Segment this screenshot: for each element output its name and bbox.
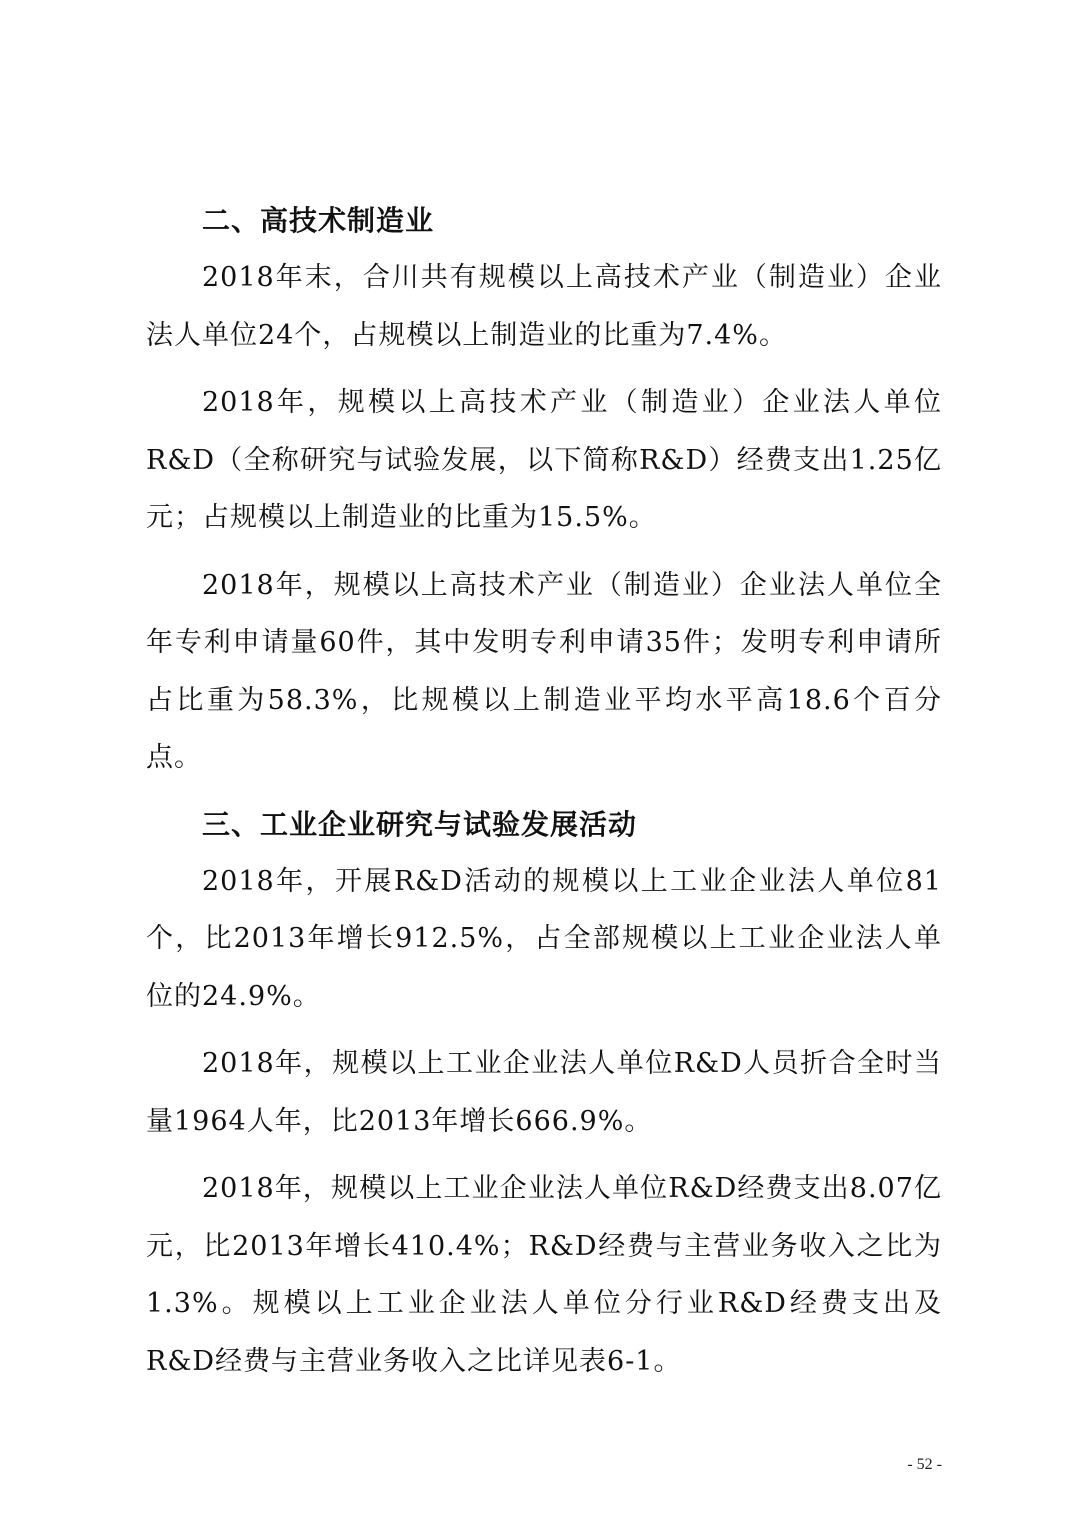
document-body [146, 193, 942, 1400]
paragraph-enterprise-count: 2018年末，合川共有规模以上高技术产业（制造业）企业法人单位24个，占规模以上制造业的比重为7.4%。 [146, 262, 942, 351]
paragraph-rd-expenditure: 2018年，规模以上高技术产业（制造业）企业法人单位R&D（全称研究与试验发展，以下简称R&D）经费支出1.25亿元；占规模以上制造业的比重为15.5%。 [146, 387, 942, 533]
paragraph-rd-enterprises: 2018年，开展R&D活动的规模以上工业企业法人单位81个，比2013年增长912.5%，占全部规模以上工业企业法人单位的24.9%。 [146, 865, 942, 1012]
paragraph-rd-funding: 2018年，规模以上工业企业法人单位R&D经费支出8.07亿元，比2013年增长410.4%；R&D经费与主营业务收入之比为1.3%。规模以上工业企业法人单位分行业R&D经费支出及R&D经费与主营业务收入之比详见表6-1。 [146, 1173, 942, 1377]
section-heading-industrial-rd: 三、工业企业研究与试验发展活动 [202, 807, 638, 841]
section-heading-high-tech-manufacturing: 二、高技术制造业 [202, 204, 435, 237]
paragraph-rd-personnel: 2018年，规模以上工业企业法人单位R&D人员折合全时当量1964人年，比2013年增长666.9%。 [146, 1048, 942, 1137]
paragraph-patent-applications: 2018年，规模以上高技术产业（制造业）企业法人单位全年专利申请量60件，其中发明专利申请35件；发明专利申请所占比重为58.3%，比规模以上制造业平均水平高18.6个百分点。 [146, 569, 942, 773]
page-number: - 52 - [907, 1456, 942, 1473]
